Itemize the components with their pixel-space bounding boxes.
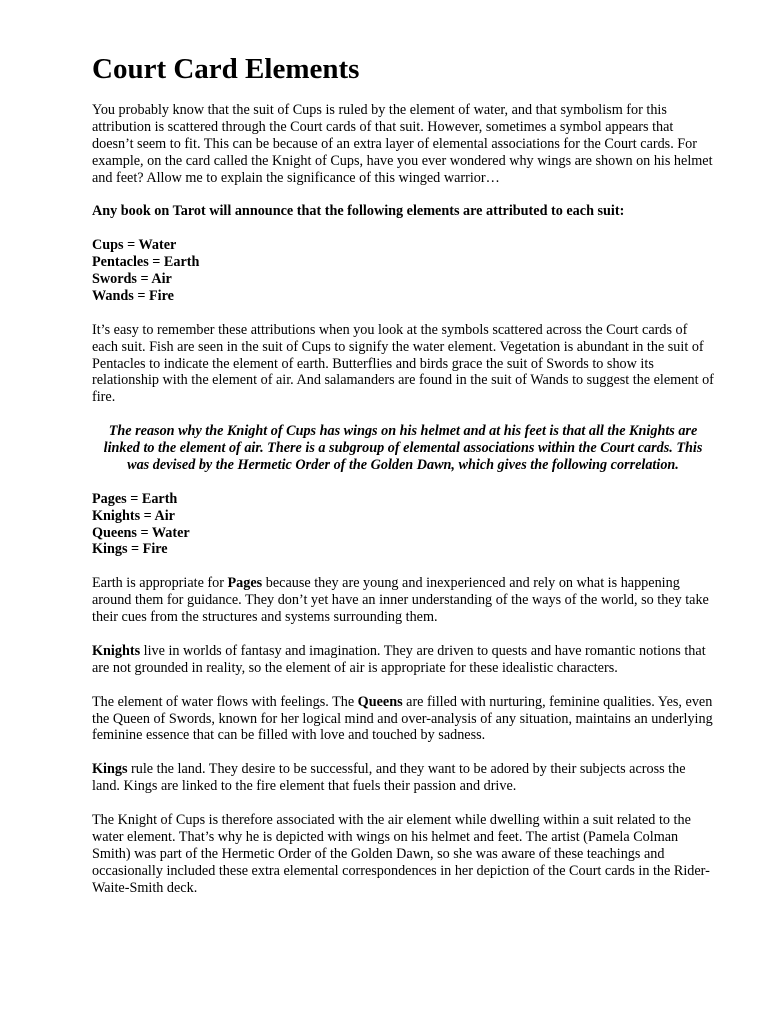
list-item: Cups = Water [92, 237, 177, 254]
list-item: Swords = Air [92, 271, 172, 288]
intro-paragraph: You probably know that the suit of Cups is ruled by the element of water, and that symbolism for this attribution is scattered through the Court cards of that suit. However, sometimes a symbol appears that doesn’t seem to fit. This can be because of an extra layer of elemental associations for the Court cards. For example, on the card called the Knight of Cups, have you ever wondered why wings are shown on his helmet and feet? Allow me to explain the significance of this winged warrior… [92, 102, 713, 186]
document-page [92, 52, 714, 896]
queens-keyword: Queens [357, 693, 403, 710]
pages-text-before: Earth is appropriate for [92, 575, 228, 592]
list-item: Pages = Earth [92, 490, 178, 507]
conclusion-paragraph: The Knight of Cups is therefore associated with the air element while dwelling within a suit related to the water element. That’s why he is depicted with wings on his helmet and feet. The artist (Pamela Colman Smith) was part of the Hermetic Order of the Golden Dawn, so she was aware of these teachings and occasionally included these extra elemental correspondences in her depiction of the Court cards in the Rider-Waite-Smith deck. [92, 811, 710, 896]
symbols-paragraph: It’s easy to remember these attributions when you look at the symbols scattered across the Court cards of each suit. Fish are seen in the suit of Cups to signify the water element. Vegetation is abundant in the suit of Pentacles to indicate the element of earth. Butterflies and birds grace the suit of Swords to show its relationship with the element of air. And salamanders are found in the suit of Wands to suggest the element of fire. [92, 321, 714, 406]
page-title: Court Card Elements [92, 53, 360, 85]
list-item: Queens = Water [92, 524, 190, 541]
pages-text-after: because they are young and inexperienced and rely on what is happening around them for guidance. They don’t yet have an inner understanding of the ways of the world, so they take their cues from the structures and systems surrounding them. [92, 575, 709, 626]
list-item: Pentacles = Earth [92, 254, 200, 271]
pages-keyword: Pages [227, 575, 263, 592]
pages-paragraph [92, 575, 714, 626]
queens-text-before: The element of water flows with feelings. The [92, 693, 358, 710]
suit-element-list [92, 237, 714, 305]
kings-paragraph [92, 761, 714, 795]
knights-text-after: live in worlds of fantasy and imagination. They are driven to quests and have romantic notions that are not grounded in reality, so the element of air is appropriate for these idealistic characters. [92, 642, 706, 676]
knights-paragraph [92, 643, 714, 677]
list-item: Wands = Fire [92, 287, 174, 304]
knights-keyword: Knights [92, 642, 141, 659]
queens-paragraph [92, 694, 714, 745]
list-item: Knights = Air [92, 507, 175, 524]
suit-heading: Any book on Tarot will announce that the following elements are attributed to each suit: [92, 203, 625, 220]
knight-reason-paragraph: The reason why the Knight of Cups has wings on his helmet and at his feet is that all the Knights are linked to the element of air. There is a subgroup of elemental associations within the Court cards. This was devised by the Hermetic Order of the Golden Dawn, which gives the following correlation. [103, 423, 703, 473]
rank-element-list [92, 491, 714, 559]
kings-text-after: rule the land. They desire to be successful, and they want to be adored by their subjects across the land. Kings are linked to the fire element that fuels their passion and drive. [92, 761, 686, 795]
kings-keyword: Kings [92, 761, 128, 778]
list-item: Kings = Fire [92, 541, 168, 558]
queens-text-after: are filled with nurturing, feminine qualities. Yes, even the Queen of Swords, known for her logical mind and over-analysis of any situation, maintains an underlying feminine essence that can be filled with love and touched by sadness. [92, 693, 713, 744]
